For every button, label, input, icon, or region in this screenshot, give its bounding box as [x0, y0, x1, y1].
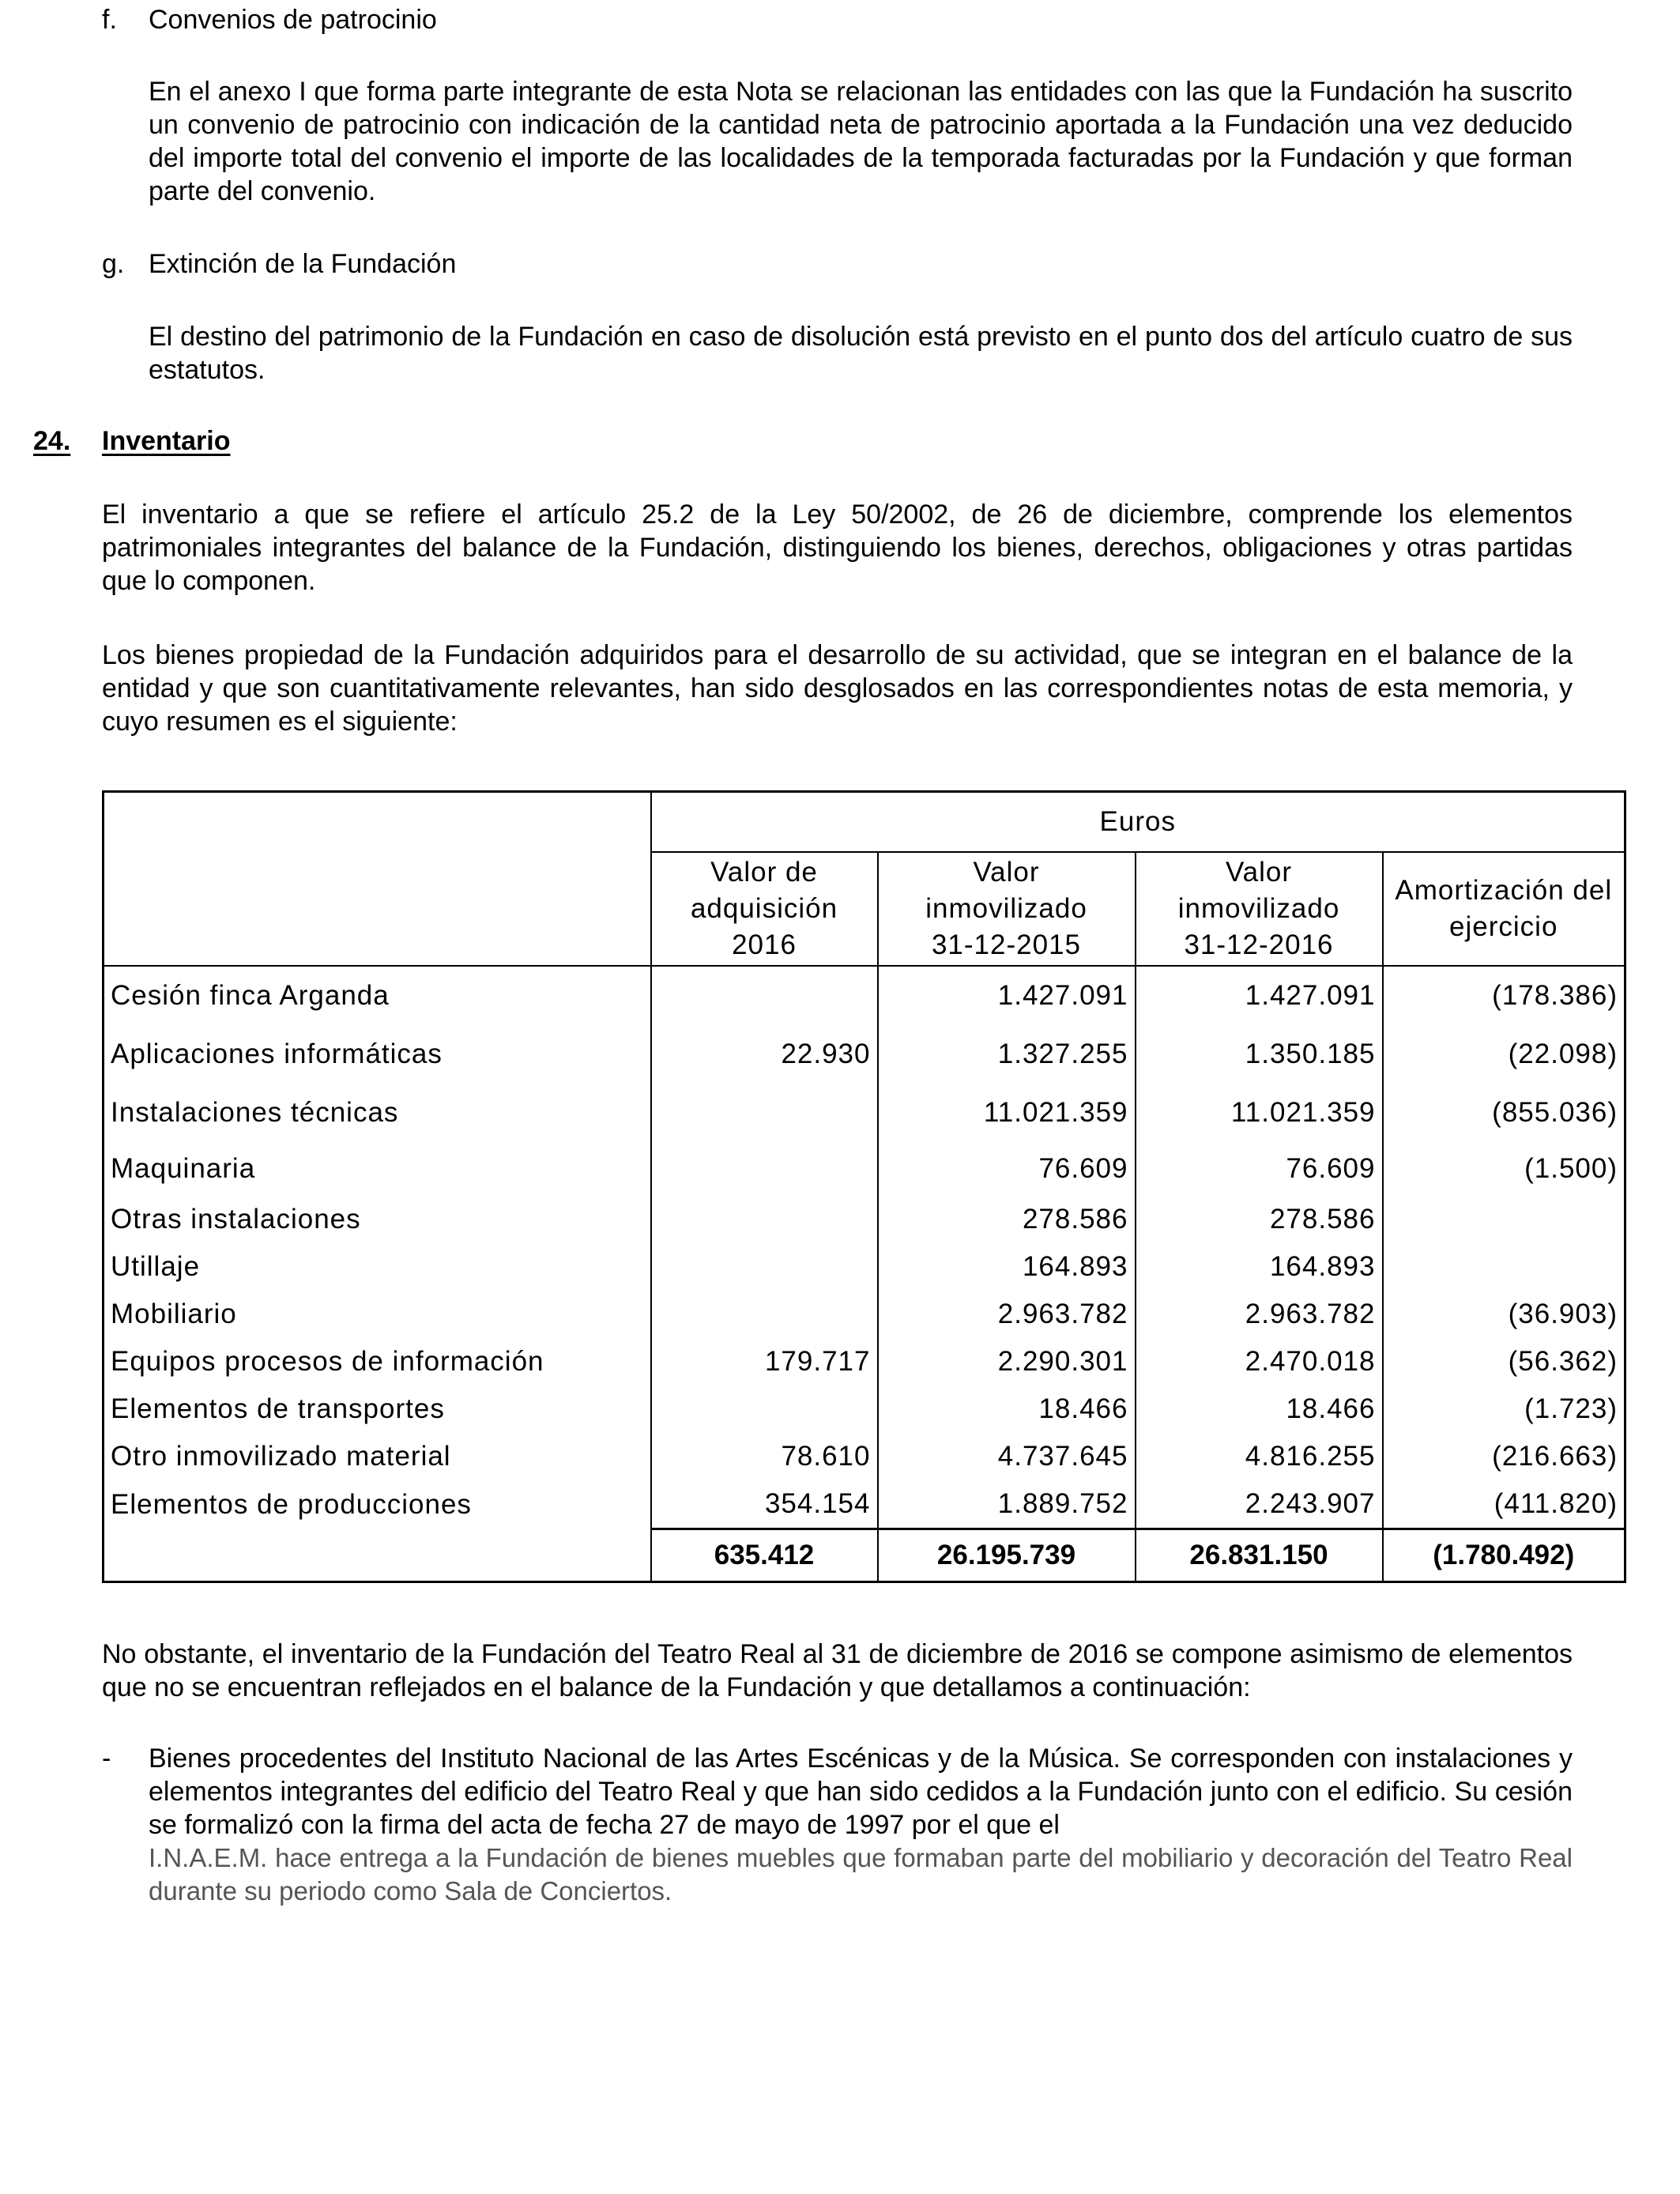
section-24-title: Inventario — [102, 426, 231, 456]
column-header-inmovilizado-2015: Valor inmovilizado 31-12-2015 — [878, 852, 1136, 966]
column-header-inmovilizado-2016: Valor inmovilizado 31-12-2016 — [1136, 852, 1383, 966]
table-row: Equipos procesos de información 179.717 2.290.301 2.470.018 (56.362) — [104, 1338, 1625, 1385]
table-row: Elementos de producciones 354.154 1.889.752 2.243.907 (411.820) — [104, 1480, 1625, 1529]
section-24-paragraph-1: El inventario a que se refiere el artículo 25.2 de la Ley 50/2002, de 26 de diciembre, comprende los elementos patrimoniales integrantes del balance de la Fundación, distinguiendo los bienes, derechos, obligaciones y otras partidas que lo componen. — [102, 499, 1573, 596]
table-row: Cesión finca Arganda 1.427.091 1.427.091 (178.386) — [104, 966, 1625, 1025]
total-amortizacion: (1.780.492) — [1383, 1529, 1625, 1582]
table-header-row — [104, 792, 1625, 853]
table-row: Utillaje 164.893 164.893 — [104, 1243, 1625, 1291]
table-row: Otro inmovilizado material 78.610 4.737.645 4.816.255 (216.663) — [104, 1433, 1625, 1480]
total-adquisicion: 635.412 — [651, 1529, 878, 1582]
table-totals-row — [104, 1529, 1625, 1582]
section-f-body: En el anexo I que forma parte integrante de esta Nota se relacionan las entidades con las que la Fundación ha suscrito un convenio de patrocinio con indicación de la cantidad neta de patrocinio aportada a la Fundación una vez deducido del importe total del convenio el importe de las localidades de la temporada facturadas por la Fundación y que forman parte del convenio. — [149, 77, 1573, 206]
table-row: Instalaciones técnicas 11.021.359 11.021.359 (855.036) — [104, 1084, 1625, 1142]
table-row: Maquinaria 76.609 76.609 (1.500) — [104, 1142, 1625, 1196]
total-inmovilizado-2015: 26.195.739 — [878, 1529, 1136, 1582]
section-24-number: 24. — [33, 426, 71, 456]
section-g-body: El destino del patrimonio de la Fundación en caso de disolución está previsto en el punto dos del artículo cuatro de sus estatutos. — [149, 322, 1573, 385]
table-header-empty-cell — [104, 792, 651, 967]
table-row: Mobiliario 2.963.782 2.963.782 (36.903) — [104, 1291, 1625, 1338]
section-24-paragraph-3: No obstante, el inventario de la Fundación del Teatro Real al 31 de diciembre de 2016 se compone asimismo de elementos que no se encuentran reflejados en el balance de la Fundación y que detallamos a continuación: — [102, 1639, 1573, 1702]
table-row: Elementos de transportes 18.466 18.466 (1.723) — [104, 1385, 1625, 1433]
section-f-title: Convenios de patrocinio — [149, 5, 437, 35]
section-f-marker: f. — [102, 5, 117, 35]
table-group-header: Euros — [651, 792, 1625, 853]
section-g-title: Extinción de la Fundación — [149, 249, 457, 279]
section-g-marker: g. — [102, 249, 125, 279]
bullet-marker: - — [102, 1744, 111, 1774]
totals-empty-cell — [104, 1529, 651, 1582]
column-header-amortizacion: Amortización del ejercicio — [1383, 852, 1625, 966]
inventory-table — [102, 790, 1626, 1583]
section-24-paragraph-2: Los bienes propiedad de la Fundación adquiridos para el desarrollo de su actividad, que se integran en el balance de la entidad y que son cuantitativamente relevantes, han sido desglosados en las correspondientes notas de esta memoria, y cuyo resumen es el siguiente: — [102, 640, 1573, 737]
bullet-text: Bienes procedentes del Instituto Nacional de las Artes Escénicas y de la Música. Se corresponden con instalaciones y elementos integrantes del edificio del Teatro Real y que han sido cedidos a la Fundación junto con el edificio. Su cesión se formalizó con la firma del acta de fecha 27 de mayo de 1997 por el que el — [149, 1744, 1573, 1840]
column-header-adquisicion: Valor de adquisición 2016 — [651, 852, 878, 966]
total-inmovilizado-2016: 26.831.150 — [1136, 1529, 1383, 1582]
table-row: Aplicaciones informáticas 22.930 1.327.255 1.350.185 (22.098) — [104, 1025, 1625, 1084]
table-row: Otras instalaciones 278.586 278.586 — [104, 1196, 1625, 1243]
bullet-continuation: I.N.A.E.M. hace entrega a la Fundación de bienes muebles que formaban parte del mobiliario y decoración del Teatro Real durante su periodo como Sala de Conciertos. — [149, 1843, 1573, 1906]
